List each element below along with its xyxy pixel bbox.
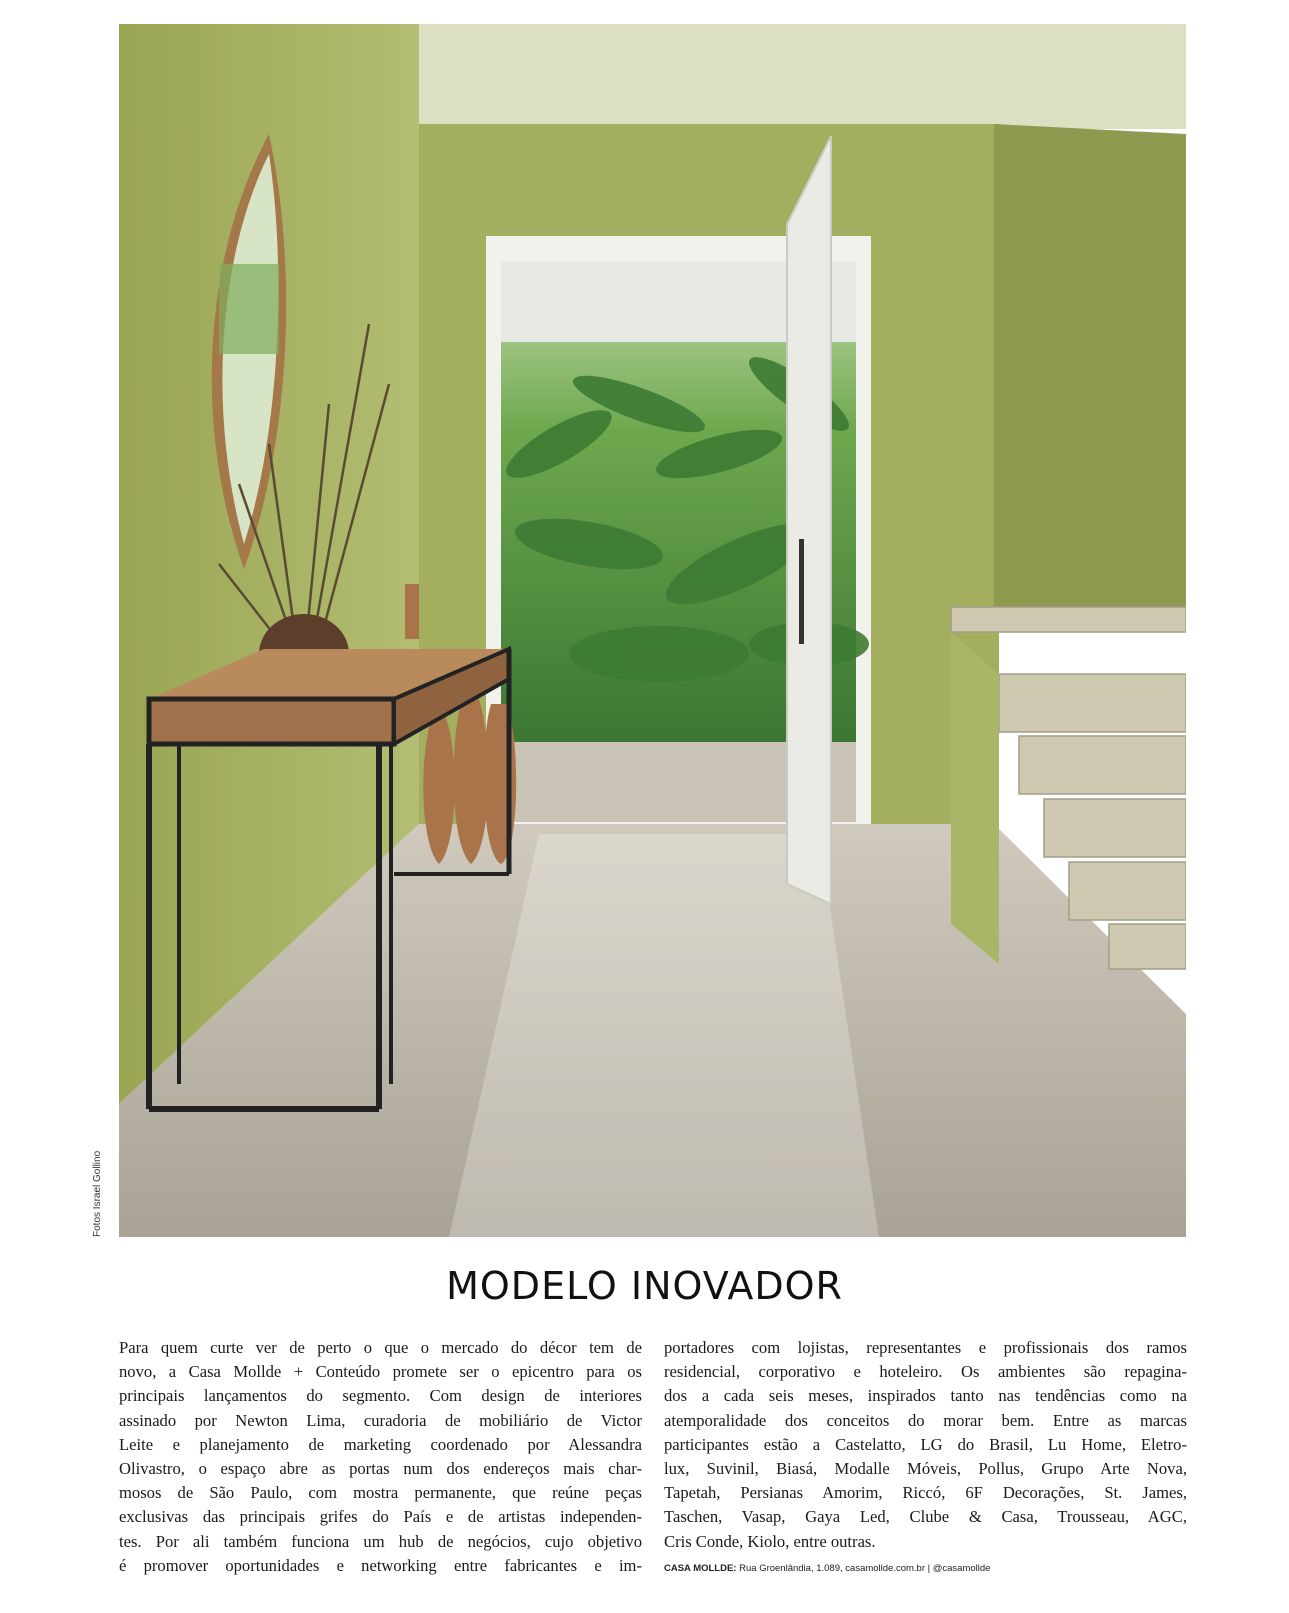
text-line-final: Cris Conde, Kiolo, entre outras.: [664, 1531, 876, 1551]
entry-hall-illustration: [119, 24, 1186, 1237]
text-line: participantes estão a Castelatto, LG do Brasil, Lu Home, Eletro-: [664, 1434, 1187, 1454]
text-line: exclusivas das principais grifes do País e de artistas independen-: [119, 1507, 642, 1527]
text-line: assinado por Newton Lima, curadoria de mobiliário de Victor: [119, 1410, 642, 1430]
text-line: portadores com lojistas, representantes e profissionais dos ramos: [664, 1338, 1187, 1357]
text-line: residencial, corporativo e hoteleiro. Os ambientes são repagina-: [664, 1362, 1187, 1382]
pivot-door: [787, 136, 831, 904]
text-line: Olivastro, o espaço abre as portas num dos endereços mais char-: [119, 1459, 642, 1479]
text-line: principais lançamentos do segmento. Com design de interiores: [119, 1386, 642, 1406]
article-title: MODELO INOVADOR: [446, 1264, 843, 1308]
right-wall: [994, 124, 1186, 624]
article-right-column: [664, 1336, 1187, 1581]
text-line: atemporalidade dos conceitos do morar bem. Entre as marcas: [664, 1410, 1187, 1430]
stair-side-wall: [951, 632, 999, 964]
door-handle: [799, 539, 804, 644]
ceiling: [359, 24, 1186, 129]
photo-credit: Fotos Israel Gollino: [92, 1150, 103, 1237]
text-line: lux, Suvinil, Biasá, Modalle Móveis, Pollus, Grupo Arte Nova,: [664, 1459, 1187, 1479]
text-line: novo, a Casa Mollde + Conteúdo promete ser o epicentro para os: [119, 1362, 642, 1382]
text-line: Tapetah, Persianas Amorim, Riccó, 6F Decorações, St. James,: [664, 1483, 1187, 1503]
text-line: Taschen, Vasap, Gaya Led, Clube & Casa, Trousseau, AGC,: [664, 1507, 1187, 1527]
source-name: CASA MOLLDE:: [664, 1562, 737, 1574]
text-line: tes. Por ali também funciona um hub de negócios, cujo objetivo: [119, 1531, 642, 1551]
source-info: [664, 1557, 1187, 1581]
article-left-column: [119, 1336, 642, 1578]
source-details: Rua Groenlândia, 1.089, casamollde.com.br | @casamollde: [739, 1562, 991, 1574]
text-line: mosos de São Paulo, com mostra permanente, que reúne peças: [119, 1483, 642, 1503]
text-line: é promover oportunidades e networking entre fabricantes e im-: [119, 1555, 642, 1575]
text-line: Leite e planejamento de marketing coordenado por Alessandra: [119, 1434, 642, 1454]
hero-photo: [119, 24, 1186, 1237]
text-line: dos a cada seis meses, inspirados tanto nas tendências como na: [664, 1386, 1187, 1406]
text-line: Para quem curte ver de perto o que o mercado do décor tem de: [119, 1338, 642, 1357]
